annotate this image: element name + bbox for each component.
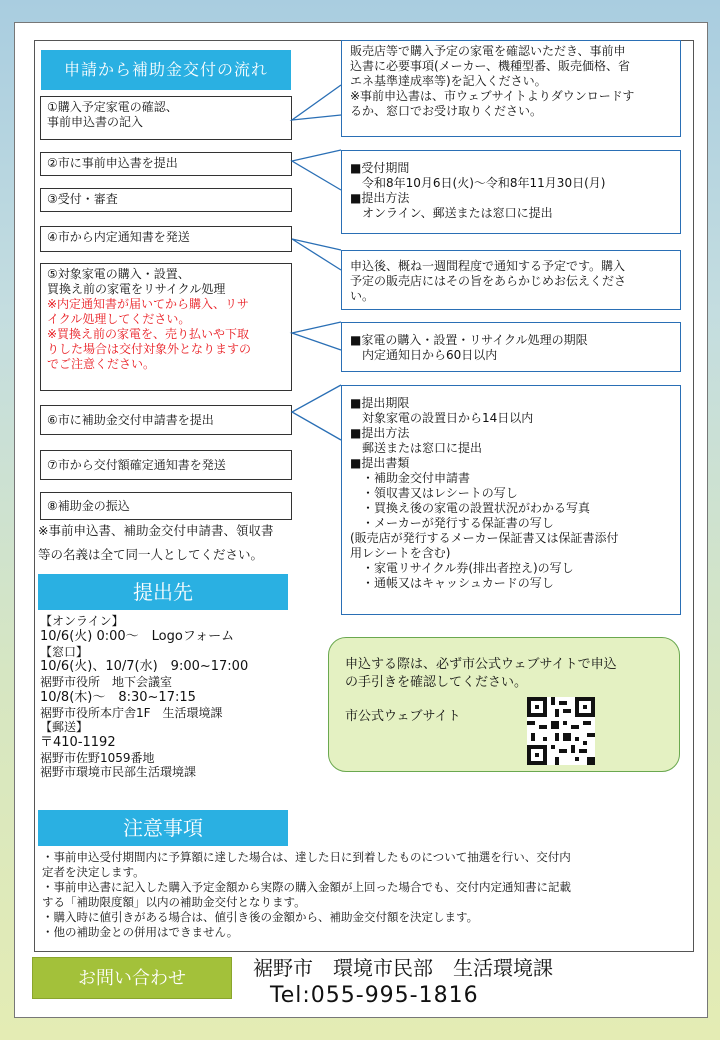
submit-line: 裾野市環境市民部生活環境課 [40,765,197,779]
caution-item: ・事前申込受付期間内に予算額に達した場合は、達した日に到着したものについて抽選を行い、交付内 [42,850,571,864]
step-5-line-2: 買換え前の家電をリサイクル処理 [47,282,226,296]
step-2-line-1: ②市に事前申込書を提出 [47,156,178,170]
step-1-line-2: 事前申込書の記入 [47,115,144,129]
flow-title: 申請から補助金交付の流れ [41,50,291,90]
submit-title: 提出先 [38,574,288,610]
submit-line: 10/6(火)、10/7(水) 9:00~17:00 [40,659,249,674]
note-2-line: ■提出方法 [350,191,410,205]
note-5-line: 郵送または窓口に提出 [350,441,483,455]
note-1-line: るか、窓口でお受け取りください。 [350,104,543,118]
note-2-line: 令和8年10月6日(火)～令和8年11月30日(月) [350,176,606,190]
step-7-line-1: ⑦市から交付額確定通知書を発送 [47,458,226,472]
caution-item: ・事前申込書に記入した購入予定金額から実際の購入金額が上回った場合でも、交付内定通知書に記載 [42,880,571,894]
submit-line: 裾野市役所本庁舎1F 生活環境課 [40,705,223,720]
step-6-line-1: ⑥市に補助金交付申請書を提出 [47,413,214,427]
note-1-line: エネ基準達成率等)を記入ください。 [350,74,547,88]
caution-list [42,850,692,940]
note-5-line: 対象家電の設置日から14日以内 [350,411,534,425]
submit-line: 10/6(火) 0:00～ Logoフォーム [40,628,235,644]
note-3-line: 予定の販売店にはその旨をあらかじめお伝えくださ [350,274,627,288]
caution-item: する「補助限度額」以内の補助金交付となります。 [42,895,306,909]
step-6 [40,405,292,435]
caution-item: ・他の補助金との併用はできません。 [42,925,239,939]
note-3-line: い。 [350,289,375,303]
web-info-line: 申込する際は、必ず市公式ウェブサイトで申込 [345,657,617,672]
note-4 [341,322,681,372]
step-3-line-1: ③受付・審査 [47,192,118,206]
step-5-warning-5: でご注意ください。 [47,357,156,371]
qr-code-icon[interactable] [527,697,595,765]
step-3 [40,188,292,212]
note-1-line: ※事前申込書は、市ウェブサイトよりダウンロードす [350,89,635,103]
submit-line: 〒410-1192 [40,734,116,750]
note-5-line: 用レシートを含む) [350,546,451,560]
submit-line: 【窓口】 [40,644,89,659]
web-info-box [328,637,680,772]
note-2-line: ■受付期間 [350,161,410,175]
caution-item: ・購入時に値引きがある場合は、値引き後の金額から、補助金交付額を決定します。 [42,910,479,924]
note-1-line: 販売店等で購入予定の家電を確認いただき、事前申 [350,44,626,58]
step-1 [40,96,292,140]
note-5-line: ・メーカーが発行する保証書の写し [350,516,554,530]
step-5-warning-2: イクル処理してください。 [47,312,191,326]
note-3 [341,250,681,310]
web-info-line: の手引きを確認してください。 [345,675,528,690]
name-note-line-1: ※事前申込書、補助金交付申請書、領収書 [38,523,274,538]
submit-line: 10/8(木)～ 8:30~17:15 [40,689,196,705]
note-1 [341,40,681,137]
note-1-line: 込書に必要事項(メーカー、機種型番、販売価格、省 [350,59,630,73]
note-5-line: ・通帳又はキャッシュカードの写し [350,576,554,590]
step-4-line-1: ④市から内定通知書を発送 [47,230,190,244]
name-note-line-2: 等の名義は全て同一人としてください。 [38,547,264,562]
contact-dept: 裾野市 環境市民部 生活環境課 [253,956,553,980]
step-7 [40,450,292,480]
step-5-warning-3: ※買換え前の家電を、売り払いや下取 [47,327,250,341]
note-4-line: 内定通知日から60日以内 [350,348,498,362]
note-5-line: ・買換え後の家電の設置状況がわかる写真 [350,501,591,515]
note-4-line: ■家電の購入・設置・リサイクル処理の期限 [350,333,588,347]
note-5-line: ・領収書又はレシートの写し [350,486,518,500]
step-5-warning-1: ※内定通知書が届いてから購入、リサ [47,297,249,311]
note-2-line: オンライン、郵送または窓口に提出 [350,206,553,220]
contact-label: お問い合わせ [32,957,232,999]
note-3-line: 申込後、概ね一週間程度で通知する予定です。購入 [350,259,626,273]
step-8-line-1: ⑧補助金の振込 [47,499,130,513]
note-5-line: ■提出書類 [350,456,410,470]
step-1-line-1: ①購入予定家電の確認、 [47,100,178,114]
contact-phone[interactable]: Tel:055-995-1816 [270,983,479,1008]
submit-line: 裾野市役所 地下会議室 [40,675,173,689]
note-5-line: ・家電リサイクル券(排出者控え)の写し [350,561,574,575]
caution-title: 注意事項 [38,810,288,846]
submit-line: 【郵送】 [40,720,89,734]
step-4 [40,226,292,252]
note-5-line: ・補助金交付申請書 [350,471,471,485]
note-5-line: ■提出方法 [350,426,410,440]
step-5-line-1: ⑤対象家電の購入・設置、 [47,267,190,281]
caution-item: 定者を決定します。 [42,865,145,879]
note-5 [341,385,681,615]
note-5-line: (販売店が発行するメーカー保証書又は保証書添付 [350,531,619,545]
step-8 [40,492,292,520]
step-2 [40,152,292,176]
submit-line: 【オンライン】 [40,614,124,628]
note-5-line: ■提出期限 [350,396,410,410]
note-2 [341,150,681,234]
website-label[interactable]: 市公式ウェブサイト [345,709,461,724]
step-5-warning-4: りした場合は交付対象外となりますの [47,342,252,356]
submit-details [40,614,330,780]
submit-line: 裾野市佐野1059番地 [40,750,155,765]
step-5 [40,263,292,391]
